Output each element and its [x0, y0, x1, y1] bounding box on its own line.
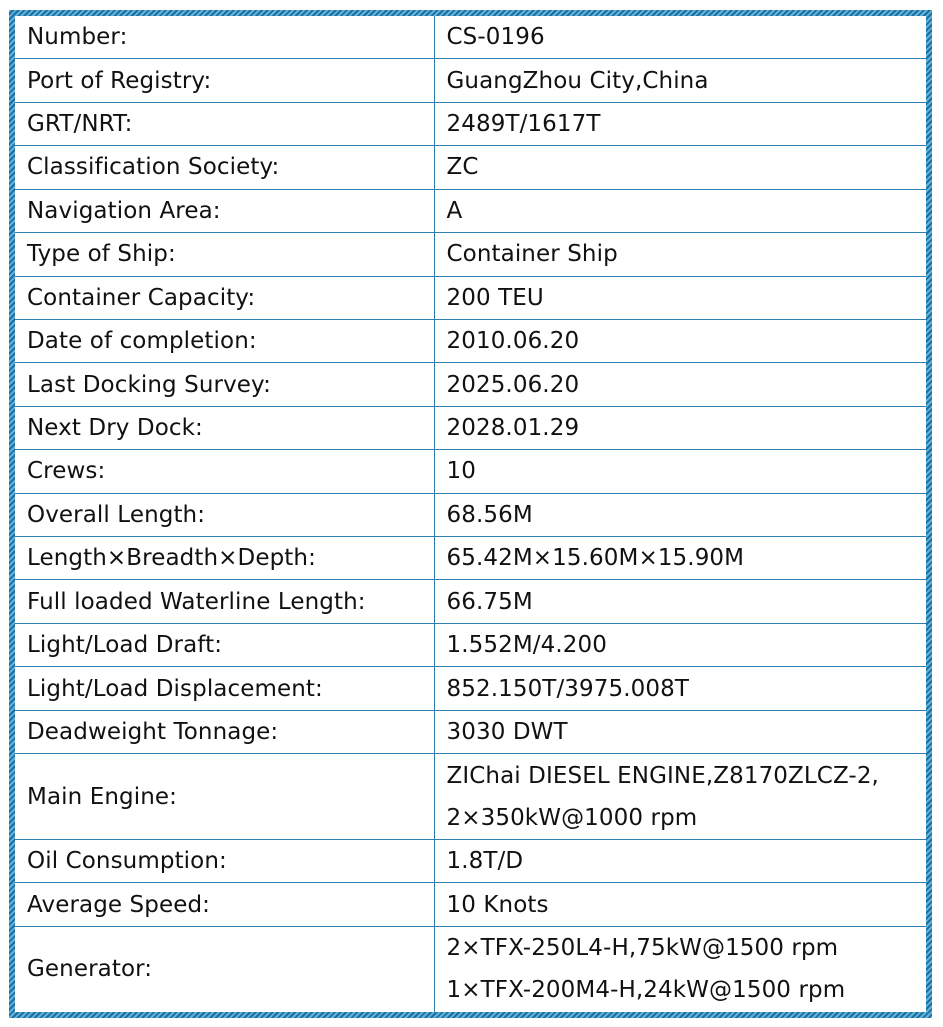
spec-label-cell	[15, 493, 434, 536]
spec-label-cell	[15, 146, 434, 189]
spec-label-cell	[15, 840, 434, 883]
spec-value: 2489T/1617T	[446, 111, 601, 138]
spec-value-cell	[434, 580, 926, 623]
spec-value-cell	[434, 363, 926, 406]
spec-value: 2×350kW@1000 rpm	[446, 804, 698, 831]
table-row	[15, 233, 926, 276]
spec-value-cell	[434, 883, 926, 926]
spec-value: 852.150T/3975.008T	[446, 675, 690, 702]
spec-value: CS-0196	[446, 24, 545, 51]
spec-value-cell	[434, 16, 926, 59]
spec-value: A	[446, 197, 463, 224]
spec-value-cell	[434, 146, 926, 189]
spec-label-cell	[15, 667, 434, 710]
spec-value-cell	[434, 233, 926, 276]
spec-label: Next Dry Dock:	[27, 415, 203, 441]
spec-label: Number:	[27, 24, 128, 51]
table-row	[15, 883, 926, 926]
spec-label: Deadweight Tonnage:	[27, 718, 279, 745]
spec-value-cell	[434, 754, 926, 840]
spec-value-cell	[434, 276, 926, 319]
table-row	[15, 102, 926, 145]
spec-value: 2025.06.20	[446, 371, 580, 398]
table-row	[15, 450, 926, 493]
spec-label-cell	[15, 580, 434, 623]
table-row	[15, 59, 926, 102]
spec-label-cell	[15, 59, 434, 102]
spec-value-cell	[434, 102, 926, 145]
table-row	[15, 710, 926, 753]
spec-value-cell	[434, 623, 926, 666]
spec-value: 10 Knots	[446, 891, 549, 918]
spec-table-body	[15, 16, 926, 1012]
spec-label-cell	[15, 450, 434, 493]
spec-value-cell	[434, 926, 926, 1012]
spec-label: Main Engine:	[27, 783, 177, 810]
table-inner	[15, 16, 926, 1012]
spec-label: Oil Consumption:	[27, 848, 227, 875]
spec-label: GRT/NRT:	[27, 111, 133, 138]
spec-value: 65.42M×15.60M×15.90M	[446, 545, 745, 572]
spec-value: 1.8T/D	[446, 848, 524, 875]
spec-label-cell	[15, 363, 434, 406]
table-frame	[9, 10, 932, 1018]
spec-label-cell	[15, 926, 434, 1012]
spec-label: Navigation Area:	[27, 197, 221, 224]
spec-label: Generator:	[27, 956, 153, 983]
spec-value-cell	[434, 840, 926, 883]
spec-label-cell	[15, 189, 434, 232]
table-row	[15, 667, 926, 710]
spec-label: Light/Load Displacement:	[27, 675, 323, 702]
spec-value-cell	[434, 710, 926, 753]
table-row	[15, 537, 926, 580]
spec-label-cell	[15, 537, 434, 580]
spec-value-cell	[434, 189, 926, 232]
spec-label-cell	[15, 102, 434, 145]
table-row	[15, 580, 926, 623]
spec-label-cell	[15, 16, 434, 59]
table-row	[15, 493, 926, 536]
spec-label: Average Speed:	[27, 891, 211, 918]
spec-label-cell	[15, 883, 434, 926]
spec-value: 2010.06.20	[446, 328, 580, 355]
spec-label: Date of completion:	[27, 328, 257, 355]
spec-label: Full loaded Waterline Length:	[27, 588, 366, 615]
spec-label: Port of Registry:	[27, 67, 212, 94]
spec-label: Type of Ship:	[27, 241, 176, 268]
spec-label: Overall Length:	[27, 501, 206, 528]
spec-value: GuangZhou City,China	[446, 67, 709, 94]
spec-value-cell	[434, 493, 926, 536]
spec-value: 66.75M	[446, 588, 533, 615]
spec-label: Classification Society:	[27, 154, 280, 181]
spec-value-cell	[434, 319, 926, 362]
table-row	[15, 363, 926, 406]
spec-label-cell	[15, 276, 434, 319]
spec-label: Container Capacity:	[27, 284, 256, 311]
spec-label-cell	[15, 623, 434, 666]
spec-value-cell	[434, 450, 926, 493]
spec-value: 68.56M	[446, 501, 533, 528]
spec-value-cell	[434, 406, 926, 449]
table-row	[15, 840, 926, 883]
spec-value: 2×TFX-250L4-H,75kW@1500 rpm	[446, 935, 839, 962]
table-row	[15, 926, 926, 1012]
spec-value-cell	[434, 59, 926, 102]
spec-label-cell	[15, 319, 434, 362]
spec-label-cell	[15, 710, 434, 753]
spec-label: Length×Breadth×Depth:	[27, 545, 316, 572]
spec-label-cell	[15, 406, 434, 449]
spec-value: 200 TEU	[446, 284, 544, 311]
table-row	[15, 276, 926, 319]
spec-label-cell	[15, 233, 434, 276]
spec-value-cell	[434, 537, 926, 580]
spec-value: 3030 DWT	[446, 718, 568, 745]
table-row	[15, 146, 926, 189]
spec-label: Last Docking Survey:	[27, 371, 271, 398]
table-row	[15, 754, 926, 840]
ship-spec-table	[15, 16, 926, 1012]
spec-value-cell	[434, 667, 926, 710]
spec-value: 2028.01.29	[446, 415, 580, 441]
spec-value: 1×TFX-200M4-H,24kW@1500 rpm	[446, 977, 846, 1004]
spec-value: ZC	[446, 154, 479, 181]
table-row	[15, 623, 926, 666]
spec-value: 10	[446, 458, 476, 485]
spec-label: Crews:	[27, 458, 106, 485]
table-row	[15, 189, 926, 232]
spec-label-cell	[15, 754, 434, 840]
spec-value: 1.552M/4.200	[446, 632, 607, 659]
table-row	[15, 406, 926, 449]
spec-value: Container Ship	[446, 241, 618, 268]
table-row	[15, 16, 926, 59]
table-row	[15, 319, 926, 362]
spec-value: ZIChai DIESEL ENGINE,Z8170ZLCZ-2,	[446, 762, 879, 789]
spec-label: Light/Load Draft:	[27, 632, 223, 659]
